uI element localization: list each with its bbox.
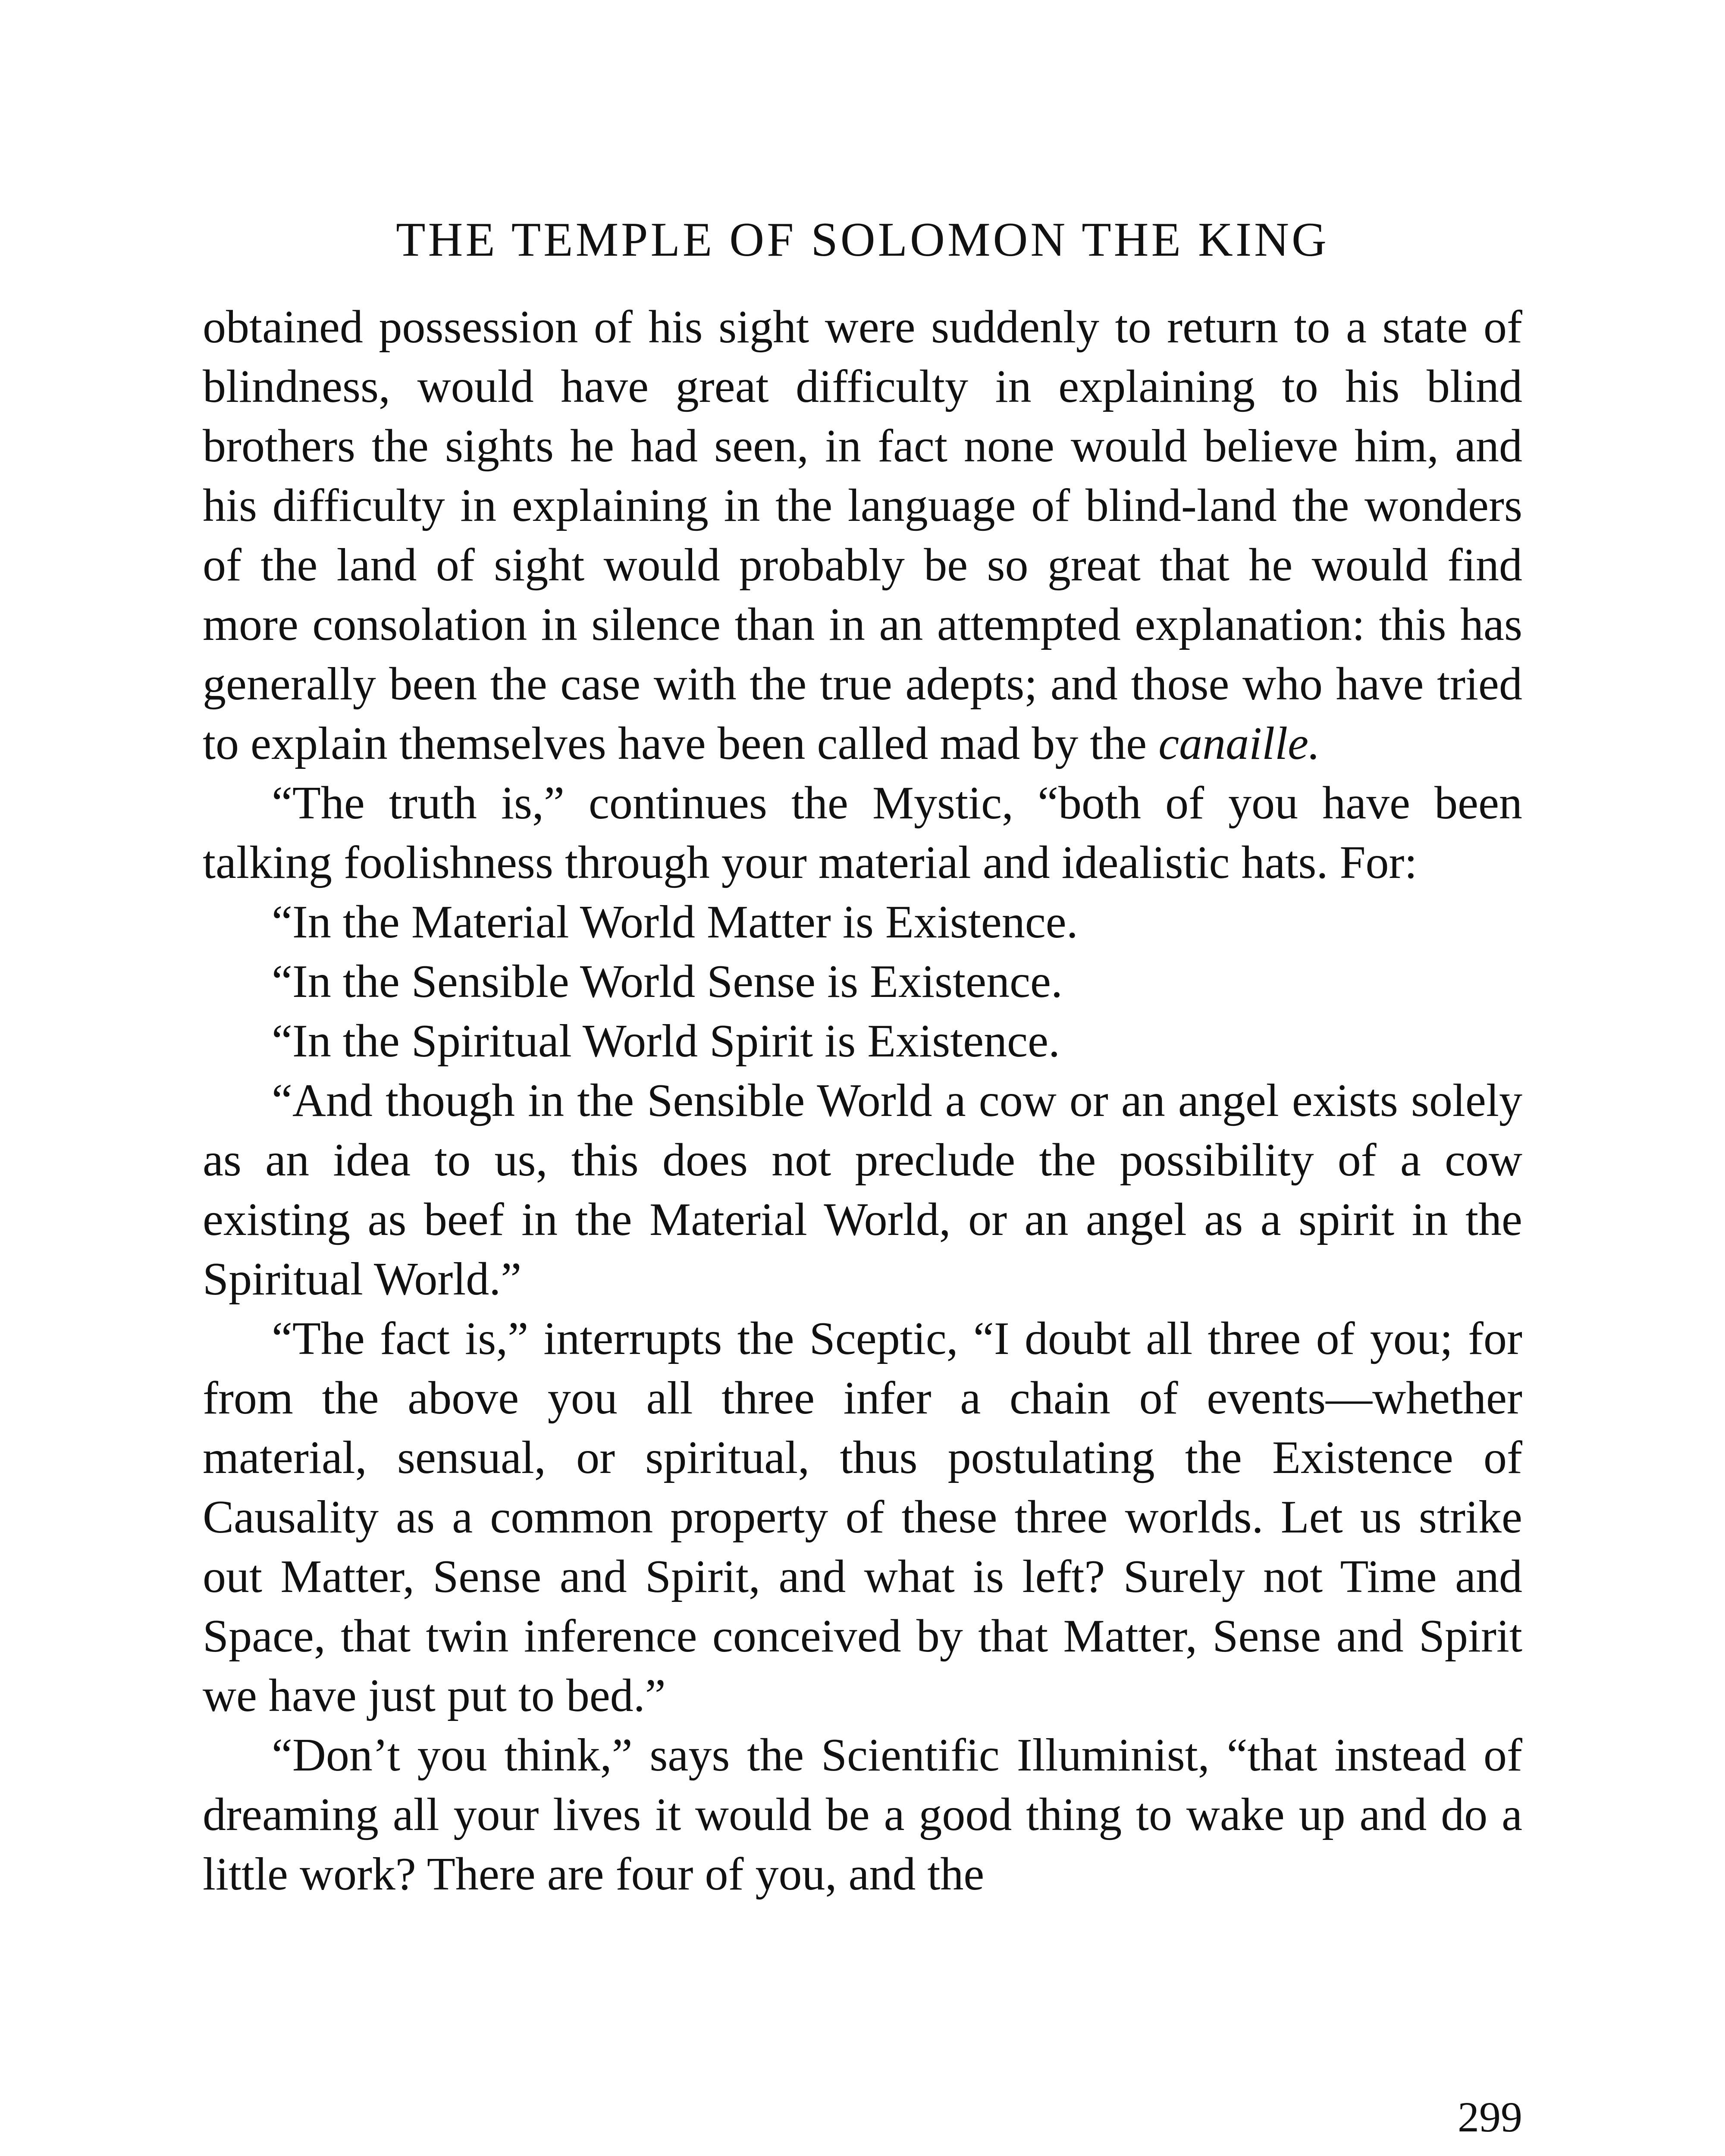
paragraph-4: “In the Sensible World Sense is Existence. xyxy=(272,956,1063,1007)
paragraph-5: “In the Spiritual World Spirit is Existence. xyxy=(272,1015,1060,1067)
paragraph-1 xyxy=(203,298,1522,774)
paragraph-6: “And though in the Sensible World a cow or an angel exists solely as an idea to us, this does not preclude the possibility of a cow existing as beef in the Material World, or an angel as a spirit in the Spiritual World.” xyxy=(203,1075,1522,1305)
page-number: 299 xyxy=(1458,2093,1522,2141)
paragraph-7: “The fact is,” interrupts the Sceptic, “I doubt all three of you; for from the above you all three infer a chain of events—whether material, sensual, or spiritual, thus postulating the Existence of Causality as a common property of these three worlds. Let us strike out Matter, Sense and Spirit, and what is left? Surely not Time and Space, that twin inference conceived by that Matter, Sense and Spirit we have just put to bed.” xyxy=(203,1313,1522,1721)
paragraph-1-text: obtained possession of his sight were suddenly to return to a state of blindness, would have great difficulty in explaining to his blind brothers the sights he had seen, in fact none would believe him, and his difficulty in explaining in the language of blind-land the wonders of the land of sight would probably be so great that he would find more consolation in silence than in an attempted explanation: this has generally been the case with the true adepts; and those who have tried to explain themselves have been called mad by the xyxy=(203,301,1522,769)
paragraph-8: “Don’t you think,” says the Scientific Illuminist, “that instead of dreaming all your lives it would be a good thing to wake up and do a little work? There are four of you, and the xyxy=(203,1730,1522,1900)
paragraph-1-italic: canaille. xyxy=(1158,718,1320,769)
paragraph-2: “The truth is,” continues the Mystic, “both of you have been talking foolishness through your material and idealistic hats. For: xyxy=(203,777,1522,888)
body-text xyxy=(203,298,1522,1904)
paragraph-3: “In the Material World Matter is Existence. xyxy=(272,896,1078,948)
running-head: THE TEMPLE OF SOLOMON THE KING xyxy=(396,213,1329,266)
